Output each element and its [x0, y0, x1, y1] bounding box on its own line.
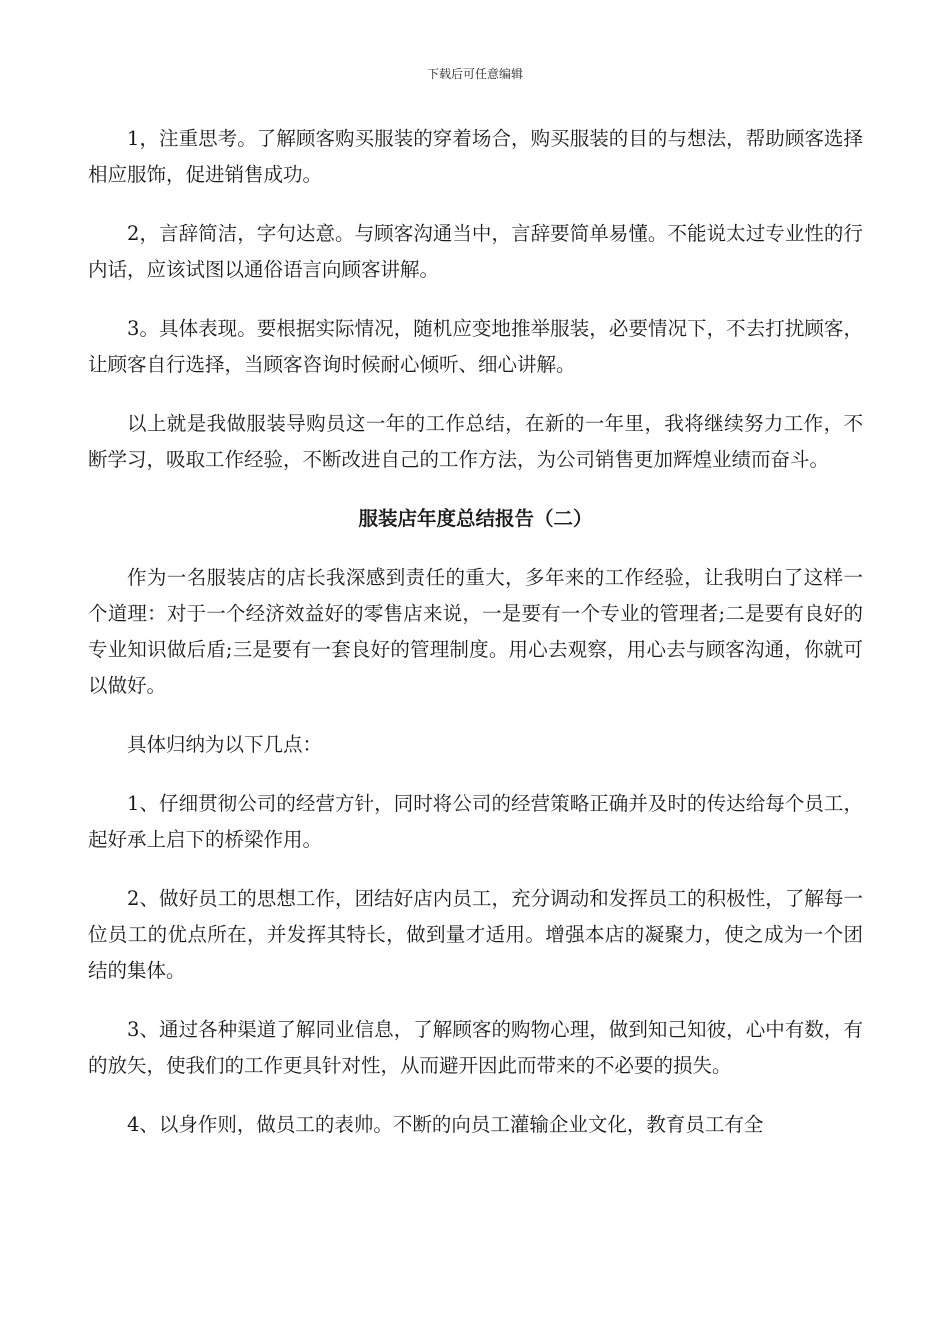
paragraph-points-lead: 具体归纳为以下几点： — [127, 733, 323, 756]
paragraph-intro: 作为一名服装店的店长我深感到责任的重大，多年来的工作经验，让我明白了这样一个道理：对于一个经济效益好的零售店来说，一是要有一个专业的管理者;二是要有良好的专业知识做后盾;三是要有一套良好的管理制度。用心去观察，用心去与顾客沟通，你就可以做好。 — [88, 566, 863, 697]
paragraph-point-3: 3、通过各种渠道了解同业信息，了解顾客的购物心理，做到知己知彼，心中有数，有的放矢，使我们的工作更具针对性，从而避开因此而带来的不必要的损失。 — [88, 1018, 863, 1077]
paragraph-1: 1，注重思考。了解顾客购买服装的穿着场合，购买服装的目的与想法，帮助顾客选择相应服饰，促进销售成功。 — [88, 127, 863, 186]
paragraph-3: 3。具体表现。要根据实际情况，随机应变地推举服装，必要情况下，不去打扰顾客，让顾客自行选择，当顾客咨询时候耐心倾听、细心讲解。 — [88, 317, 863, 376]
paragraph-summary: 以上就是我做服装导购员这一年的工作总结，在新的一年里，我将继续努力工作，不断学习，吸取工作经验，不断改进自己的工作方法，为公司销售更加辉煌业绩而奋斗。 — [88, 412, 863, 471]
paragraph-point-4: 4、以身作则，做员工的表帅。不断的向员工灌输企业文化，教育员工有全 — [127, 1113, 764, 1136]
document-body — [88, 121, 863, 1166]
paragraph-point-2: 2、做好员工的思想工作，团结好店内员工，充分调动和发挥员工的积极性，了解每一位员工的优点所在，并发挥其特长，做到量才适用。增强本店的凝聚力，使之成为一个团结的集体。 — [88, 887, 863, 982]
paragraph-2: 2，言辞简洁，字句达意。与顾客沟通当中，言辞要简单易懂。不能说太过专业性的行内话，应该试图以通俗语言向顾客讲解。 — [88, 222, 863, 281]
paragraph-point-1: 1、仔细贯彻公司的经营方针，同时将公司的经营策略正确并及时的传达给每个员工，起好承上启下的桥梁作用。 — [88, 792, 863, 851]
page-header: 下载后可任意编辑 — [426, 67, 523, 81]
section-title: 服装店年度总结报告（二） — [358, 507, 593, 530]
